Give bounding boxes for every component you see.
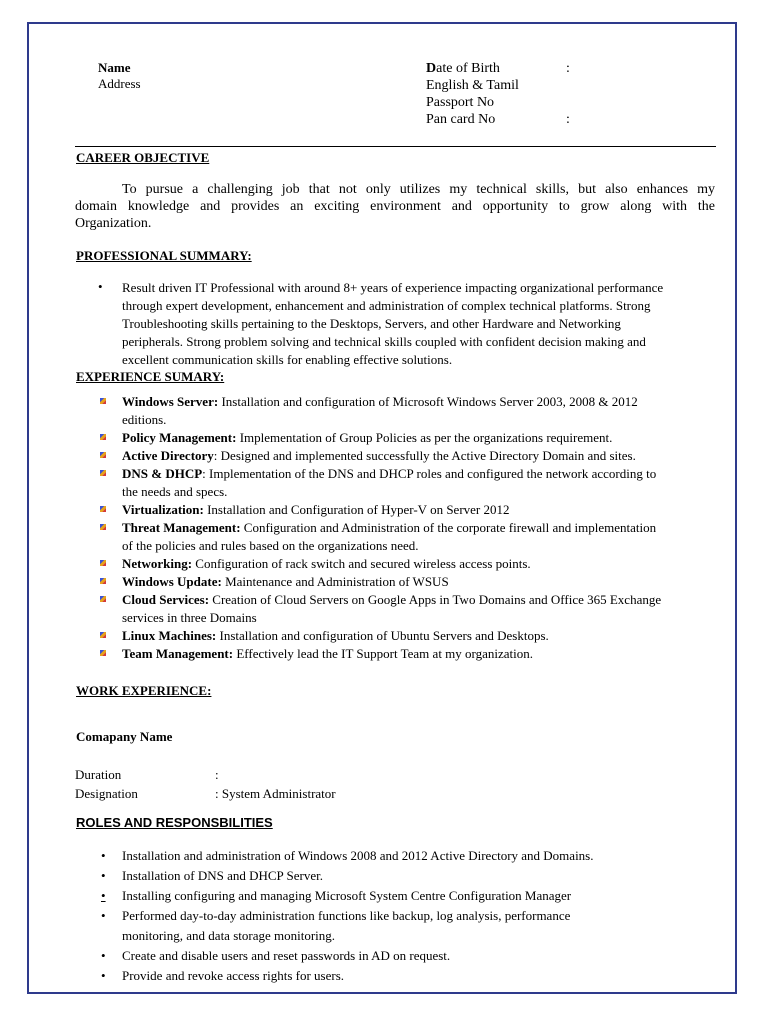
duration-label: Duration xyxy=(75,767,122,782)
roles-bullet: • xyxy=(101,948,106,963)
career-line-1: To pursue a challenging job that not only utilizes my technical skills, but also enhances my xyxy=(122,182,715,197)
experience-item-text: Effectively lead the IT Support Team at my organization. xyxy=(233,646,534,661)
experience-item xyxy=(75,555,661,573)
languages-text: English & Tamil xyxy=(426,78,519,93)
work-experience-heading: WORK EXPERIENCE: xyxy=(76,683,212,698)
experience-item-text: Implementation of Group Policies as per the organizations requirement. xyxy=(236,430,613,445)
experience-item-label: Threat Management: xyxy=(122,520,241,535)
experience-item-label: DNS & DHCP xyxy=(122,466,203,481)
experience-item-label: Team Management: xyxy=(122,646,234,661)
experience-item-label: Windows Server: xyxy=(122,394,219,409)
roles-item xyxy=(75,866,594,886)
name-label: Name xyxy=(98,60,131,75)
roles-item-text: Installation of DNS and DHCP Server. xyxy=(122,868,323,883)
experience-item-cont: of the policies and rules based on the organizations need. xyxy=(122,538,419,553)
roles-bullet: • xyxy=(101,968,106,983)
summary-line-2: through expert development, enhancement and administration of complex technical platforms. Strong xyxy=(122,298,651,313)
dob-label xyxy=(426,61,500,77)
career-line-3: Organization. xyxy=(75,216,152,231)
career-line-2: domain knowledge and provides an exciting environment and opportunity to grow along with the xyxy=(75,199,715,214)
experience-item xyxy=(75,393,661,429)
roles-item xyxy=(75,846,594,866)
duration-value: : xyxy=(215,767,219,782)
roles-bullet: • xyxy=(101,848,106,863)
roles-bullet: • xyxy=(101,908,106,923)
roles-item-text: Create and disable users and reset passwords in AD on request. xyxy=(122,948,451,963)
career-objective-heading: CAREER OBJECTIVE xyxy=(76,150,210,165)
bullet-icon xyxy=(100,398,106,404)
experience-item xyxy=(75,447,661,465)
experience-item xyxy=(75,573,661,591)
summary-line-4: peripherals. Strong problem solving and technical skills coupled with confident decision making and xyxy=(122,334,646,349)
experience-item-label: Policy Management: xyxy=(122,430,237,445)
experience-item-text: Configuration of rack switch and secured wireless access points. xyxy=(192,556,531,571)
experience-item xyxy=(75,465,661,501)
experience-item xyxy=(75,627,661,645)
experience-item xyxy=(75,591,661,627)
bullet-icon xyxy=(100,560,106,566)
summary-line-3: Troubleshooting skills pertaining to the Desktops, Servers, and other Hardware and Networking xyxy=(122,316,621,331)
roles-item-cont: monitoring, and data storage monitoring. xyxy=(122,928,336,943)
experience-item-label: Cloud Services: xyxy=(122,592,210,607)
experience-item-text: Installation and Configuration of Hyper-V on Server 2012 xyxy=(203,502,510,517)
experience-item-cont: the needs and specs. xyxy=(122,484,228,499)
roles-bullet: • xyxy=(101,868,106,883)
summary-line-1: Result driven IT Professional with around 8+ years of experience impacting organizational performance xyxy=(122,280,664,295)
roles-item-text: Installation and administration of Windows 2008 and 2012 Active Directory and Domains. xyxy=(122,848,594,863)
roles-item xyxy=(75,886,594,906)
roles-list xyxy=(75,846,594,986)
experience-item-text: Installation and configuration of Ubuntu Servers and Desktops. xyxy=(216,628,549,643)
summary-text xyxy=(122,279,663,369)
experience-item-text: : Implementation of the DNS and DHCP roles and configured the network according to xyxy=(202,466,657,481)
roles-item xyxy=(75,946,594,966)
experience-item-text: : Designed and implemented successfully the Active Directory Domain and sites. xyxy=(213,448,636,463)
professional-summary-heading: PROFESSIONAL SUMMARY: xyxy=(76,248,252,263)
experience-item-label: Networking: xyxy=(122,556,193,571)
experience-item-cont: editions. xyxy=(122,412,167,427)
bullet-icon xyxy=(100,524,106,530)
experience-item-label: Active Directory xyxy=(122,448,214,463)
experience-item xyxy=(75,501,661,519)
bullet-icon xyxy=(100,632,106,638)
roles-item-text: Provide and revoke access rights for users. xyxy=(122,968,345,983)
bullet-icon xyxy=(100,470,106,476)
company-name-label: Comapany Name xyxy=(76,729,173,744)
pan-label: Pan card No xyxy=(426,112,496,127)
dob-colon: : xyxy=(566,61,570,76)
address-label: Address xyxy=(98,76,141,91)
experience-item-text: Installation and configuration of Microsoft Windows Server 2003, 2008 & 2012 xyxy=(218,394,638,409)
summary-bullet: • xyxy=(98,279,103,294)
roles-bullet: • xyxy=(101,888,106,903)
bullet-icon xyxy=(100,434,106,440)
bullet-icon xyxy=(100,578,106,584)
experience-item-text: Maintenance and Administration of WSUS xyxy=(221,574,449,589)
experience-item-label: Linux Machines: xyxy=(122,628,217,643)
roles-item-text: Performed day-to-day administration functions like backup, log analysis, performance xyxy=(122,908,571,923)
dob-label-rest: ate of Birth xyxy=(436,61,500,76)
bullet-icon xyxy=(100,452,106,458)
experience-list xyxy=(75,393,661,663)
passport-label: Passport No xyxy=(426,95,495,110)
roles-item-text: Installing configuring and managing Microsoft System Centre Configuration Manager xyxy=(122,888,572,903)
experience-item-text: Configuration and Administration of the corporate firewall and implementation xyxy=(240,520,657,535)
pan-colon: : xyxy=(566,112,570,127)
experience-item xyxy=(75,429,661,447)
experience-item-label: Virtualization: xyxy=(122,502,204,517)
roles-item xyxy=(75,906,594,946)
header-divider xyxy=(75,146,716,147)
bullet-icon xyxy=(100,650,106,656)
summary-line-5: excellent communication skills for enabling effective solutions. xyxy=(122,352,453,367)
experience-item-label: Windows Update: xyxy=(122,574,222,589)
experience-item xyxy=(75,645,661,663)
roles-item xyxy=(75,966,594,986)
roles-heading: ROLES AND RESPONSBILITIES xyxy=(76,815,273,830)
experience-item-text: Creation of Cloud Servers on Google Apps in Two Domains and Office 365 Exchange xyxy=(209,592,662,607)
career-objective-text xyxy=(75,181,715,232)
experience-summary-heading: EXPERIENCE SUMARY: xyxy=(76,369,225,384)
experience-item-cont: services in three Domains xyxy=(122,610,257,625)
designation-label: Designation xyxy=(75,786,138,801)
bullet-icon xyxy=(100,596,106,602)
dob-label-initial: D xyxy=(426,61,437,76)
bullet-icon xyxy=(100,506,106,512)
designation-value: : System Administrator xyxy=(215,786,336,801)
experience-item xyxy=(75,519,661,555)
